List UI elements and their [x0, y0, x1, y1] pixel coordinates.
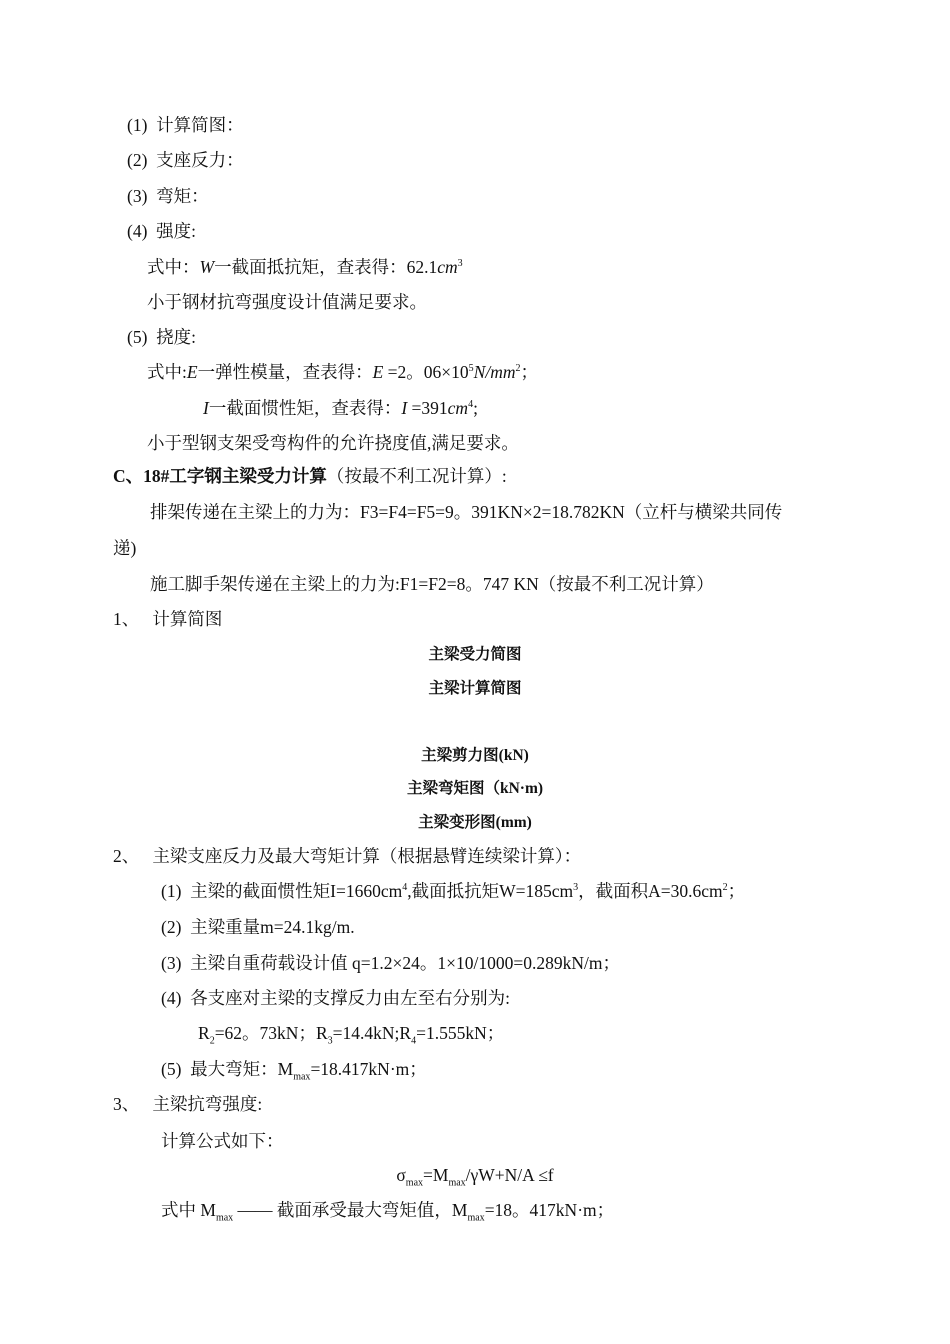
text: 式中: [147, 362, 187, 382]
exponent: 3 [457, 258, 463, 270]
text: R [399, 1023, 412, 1043]
item-text: 计算简图： [156, 115, 244, 135]
var-e: E [372, 362, 384, 382]
item-4 [127, 220, 196, 242]
deflection-ok: 小于型钢支架受弯构件的允许挠度值,满足要求。 [147, 433, 519, 453]
exponent: 4 [402, 882, 408, 894]
var-w: W [199, 257, 215, 277]
caption-calc-diagram: 主梁计算简图 [428, 680, 522, 697]
section-number: 3、 [113, 1094, 140, 1114]
subscript: 3 [327, 1035, 333, 1047]
item-number: (1) [161, 881, 182, 901]
exponent: 2 [515, 363, 521, 375]
subscript: max [448, 1177, 466, 1189]
support-reactions [198, 1022, 505, 1047]
w-definition [147, 256, 463, 278]
caption-load-diagram: 主梁受力简图 [428, 646, 522, 663]
s2-item-1 [161, 880, 745, 902]
text: 式中： [147, 257, 200, 277]
item-number: (2) [161, 917, 182, 937]
paragraph-1-line-2: 递) [113, 538, 137, 558]
section-2-heading [113, 845, 581, 867]
s2-item-4 [161, 987, 510, 1009]
value: =391 [407, 398, 448, 418]
i-definition [203, 397, 478, 419]
text: R [315, 1023, 328, 1043]
var-e: E [186, 362, 198, 382]
caption-shear-diagram: 主梁剪力图(kN) [421, 747, 529, 764]
item-text: 弯矩： [156, 186, 209, 206]
text: 最大弯矩：M [190, 1059, 294, 1079]
unit: cm [447, 398, 469, 418]
text: R [198, 1023, 210, 1043]
item-text: 支座反力： [156, 150, 244, 170]
item-number: (2) [127, 150, 148, 170]
s2-item-5 [161, 1058, 427, 1083]
unit: cm [437, 257, 458, 277]
item-5 [127, 326, 196, 348]
subscript: max [467, 1212, 485, 1224]
text: ; [473, 398, 478, 418]
formula-intro: 计算公式如下： [161, 1131, 284, 1151]
bending-formula [0, 1164, 950, 1189]
text: =18.417kN·m； [310, 1059, 427, 1079]
paragraph-2: 施工脚手架传递在主梁上的力为:F1=F2=8。747 KN（按最不利工况计算） [150, 574, 714, 594]
item-number: (5) [161, 1059, 182, 1079]
text: σ [396, 1165, 406, 1185]
text: ； [520, 362, 538, 382]
heading-bold: C、18#工字钢主梁受力计算 [113, 466, 327, 486]
text: ； [727, 881, 746, 901]
caption-moment-diagram: 主梁弯矩图（kN·m) [406, 780, 544, 797]
exponent: 5 [468, 363, 474, 375]
item-1 [127, 114, 244, 136]
text: —— 截面承受最大弯矩值，M [233, 1200, 468, 1220]
exponent: 4 [468, 399, 474, 411]
item-number: (5) [127, 327, 148, 347]
e-definition [147, 361, 538, 383]
var-i: I [203, 398, 209, 418]
text: =62。73kN； [214, 1023, 316, 1043]
section-number: 1、 [113, 609, 140, 629]
exponent: 2 [722, 882, 728, 894]
heading-rest: （按最不利工况计算）: [326, 466, 507, 486]
section-title: 主梁抗弯强度: [152, 1094, 263, 1114]
text: ，截面积A=30.6cm [578, 881, 723, 901]
exponent: 3 [573, 882, 579, 894]
item-text: 主梁自重荷载设计值 q=1.2×24。1×10/1000=0.289kN/m； [190, 953, 620, 973]
item-number: (4) [127, 221, 148, 241]
text: =14.4kN; [332, 1023, 400, 1043]
item-text: 强度: [156, 221, 197, 241]
section-number: 2、 [113, 846, 140, 866]
section-title: 计算简图 [152, 609, 223, 629]
text: =18。417kN·m； [484, 1200, 615, 1220]
var-i: I [401, 398, 408, 418]
text: =1.555kN； [416, 1023, 505, 1043]
text: =M [423, 1165, 449, 1185]
section-1-heading [113, 608, 222, 630]
item-number: (3) [161, 953, 182, 973]
subscript: max [215, 1212, 234, 1224]
formula-definition [161, 1199, 615, 1224]
item-3 [127, 185, 209, 207]
item-2 [127, 149, 244, 171]
text: 主梁的截面惯性矩I=1660cm [190, 881, 403, 901]
text: ,截面抵抗矩W=185cm [407, 881, 574, 901]
text: 式中 M [161, 1200, 216, 1220]
item-number: (3) [127, 186, 148, 206]
subscript: 4 [411, 1035, 417, 1047]
unit: N/mm [473, 362, 516, 382]
item-number: (4) [161, 988, 182, 1008]
subscript: max [293, 1071, 311, 1083]
paragraph-1-line-1: 排架传递在主梁上的力为：F3=F4=F5=9。391KN×2=18.782KN（立杆与横梁共同传 [150, 502, 783, 522]
s2-item-2 [161, 916, 355, 938]
subscript: 2 [209, 1035, 215, 1047]
s2-item-3 [161, 952, 620, 974]
item-text: 主梁重量m=24.1kg/m. [190, 917, 355, 937]
section-3-heading [113, 1093, 262, 1115]
item-number: (1) [127, 115, 148, 135]
item-text: 各支座对主梁的支撑反力由左至右分别为: [190, 988, 511, 1008]
section-c-heading [113, 465, 507, 487]
text: 一弹性模量，查表得： [197, 362, 373, 382]
text: 一截面惯性矩，查表得： [208, 398, 402, 418]
text: 一截面抵抗矩，查表得：62.1 [214, 257, 438, 277]
text: /γW+N/A ≤f [465, 1165, 554, 1185]
caption-deformation-diagram: 主梁变形图(mm) [418, 814, 532, 831]
subscript: max [405, 1177, 424, 1189]
item-text: 挠度: [156, 327, 197, 347]
section-title: 主梁支座反力及最大弯矩计算（根据悬臂连续梁计算）： [152, 846, 582, 866]
value: =2。06×10 [383, 362, 469, 382]
strength-ok: 小于钢材抗弯强度设计值满足要求。 [147, 292, 427, 312]
